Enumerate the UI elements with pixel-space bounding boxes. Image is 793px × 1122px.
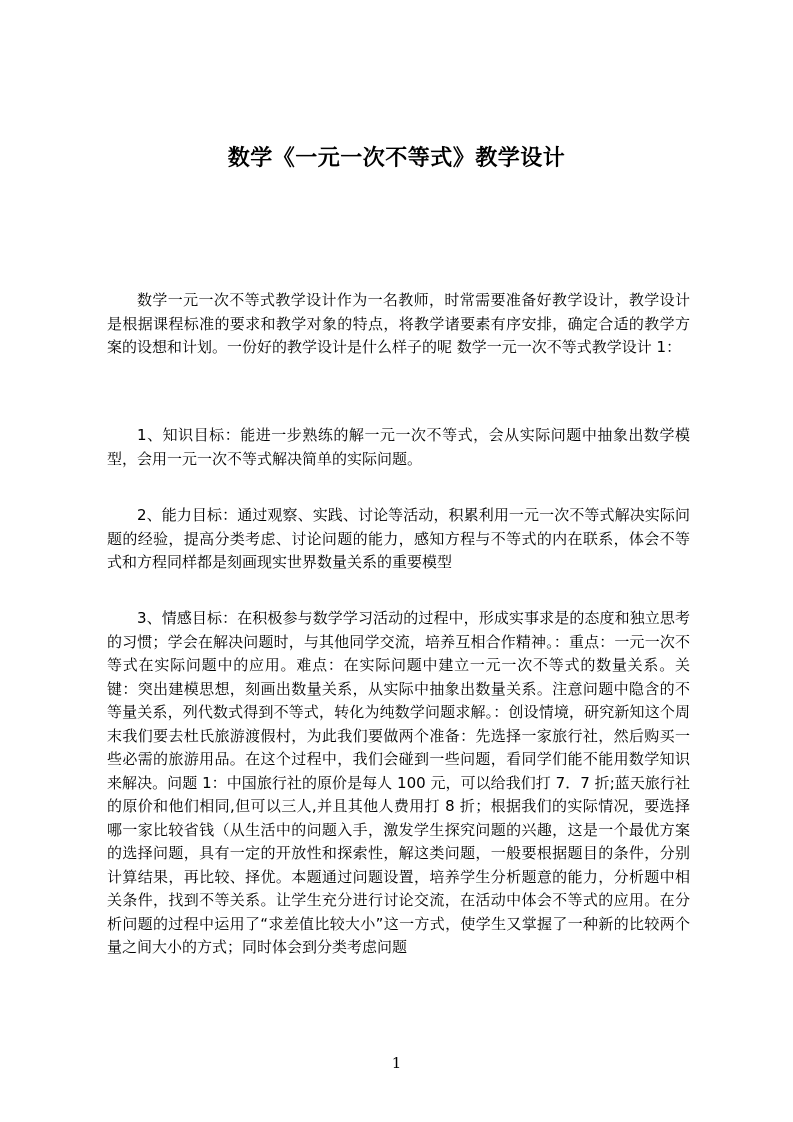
- paragraph-intro: 数学一元一次不等式教学设计作为一名教师，时常需要准备好教学设计，教学设计是根据课程标准的要求和教学对象的特点，将教学诸要素有序安排，确定合适的教学方案的设想和计划。一份好的教学设计是什么样子的呢 数学一元一次不等式教学设计 1：: [107, 291, 690, 356]
- paragraph-ability-goal: 2、能力目标：通过观察、实践、讨论等活动，积累利用一元一次不等式解决实际问题的经验，提高分类考虑、讨论问题的能力，感知方程与不等式的内在联系，体会不等式和方程同样都是刻画现实世界数量关系的重要模型: [107, 506, 690, 571]
- paragraph-knowledge-goal: 1、知识目标：能进一步熟练的解一元一次不等式，会从实际问题中抽象出数学模型，会用一元一次不等式解决简单的实际问题。: [107, 426, 690, 468]
- page-number: 1: [391, 1054, 402, 1072]
- page-title: 数学《一元一次不等式》教学设计: [227, 146, 566, 171]
- paragraph-emotion-goal: 3、情感目标：在积极参与数学学习活动的过程中，形成实事求是的态度和独立思考的习惯；学会在解决问题时，与其他同学交流，培养互相合作精神。：重点：一元一次不等式在实际问题中的应用。难点：在实际问题中建立一元一次不等式的数量关系。关键：突出建模思想，刻画出数量关系，从实际中抽象出数量关系。注意问题中隐含的不等量关系，列代数式得到不等式，转化为纯数学问题求解。：创设情境，研究新知这个周末我们要去杜氏旅游渡假村，为此我们要做两个准备：先选择一家旅行社，然后购买一些必需的旅游用品。在这个过程中，我们会碰到一些问题，看同学们能不能用数学知识来解决。问题 1：中国旅行社的原价是每人 100 元，可以给我们打 7．7 折;蓝天旅行社的原价和他们相同,但可以三人,并且其他人费用打 8 折；根据我们的实际情况，要选择哪一家比较省钱（从生活中的问题入手，激发学生探究问题的兴趣，这是一个最优方案的选择问题，具有一定的开放性和探索性，解这类问题，一般要根据题目的条件，分别计算结果，再比较、择优。本题通过问题设置，培养学生分析题意的能力，分析题中相关条件，找到不等关系。让学生充分进行讨论交流，在活动中体会不等式的应用。在分析问题的过程中运用了“求差值比较大小”这一方式，使学生又掌握了一种新的比较两个量之间大小的方式；同时体会到分类考虑问题: [107, 609, 690, 956]
